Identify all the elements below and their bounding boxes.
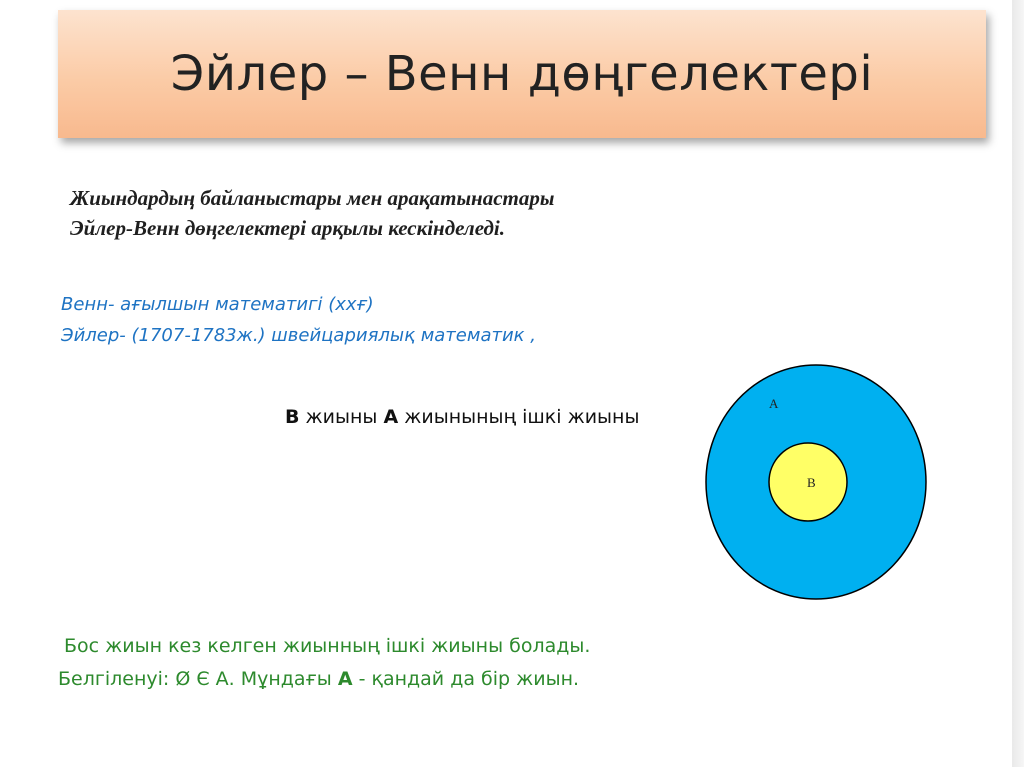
euler-venn-diagram <box>700 360 940 610</box>
empty-set-line-2-suffix: - қандай да бір жиын. <box>352 668 580 690</box>
subset-caption-part-2: жиынының ішкі жиыны <box>398 406 640 428</box>
empty-set-line-1: Бос жиын кез келген жиынның ішкі жиыны болады. <box>64 635 591 657</box>
set-a-label: A <box>769 396 779 411</box>
empty-set-line-2-prefix: Белгіленуі: Ø Є А. Мұндағы <box>58 668 338 690</box>
mathematicians-notes <box>61 289 536 351</box>
intro-text <box>70 183 710 243</box>
empty-set-notes <box>58 630 590 696</box>
title-banner <box>58 10 986 138</box>
empty-set-line-2-bold: А <box>337 668 353 690</box>
page-title: Эйлер – Венн дөңгелектері <box>170 46 874 102</box>
set-b-letter: В <box>285 406 300 428</box>
subset-caption-part-1: жиыны <box>299 406 384 428</box>
slide-edge <box>1012 0 1024 767</box>
intro-line-2: Эйлер-Венн дөңгелектері арқылы кескінделеді. <box>70 216 506 240</box>
intro-line-1: Жиындардың байланыстары мен арақатынастары <box>70 186 555 210</box>
subset-caption <box>285 406 639 428</box>
euler-note: Эйлер- (1707-1783ж.) швейцариялық математик , <box>61 325 536 346</box>
set-b-label: B <box>807 475 816 490</box>
set-a-letter: А <box>383 406 399 428</box>
venn-note: Венн- ағылшын математигі (ххғ) <box>61 294 374 315</box>
empty-set-line-2 <box>58 663 590 696</box>
